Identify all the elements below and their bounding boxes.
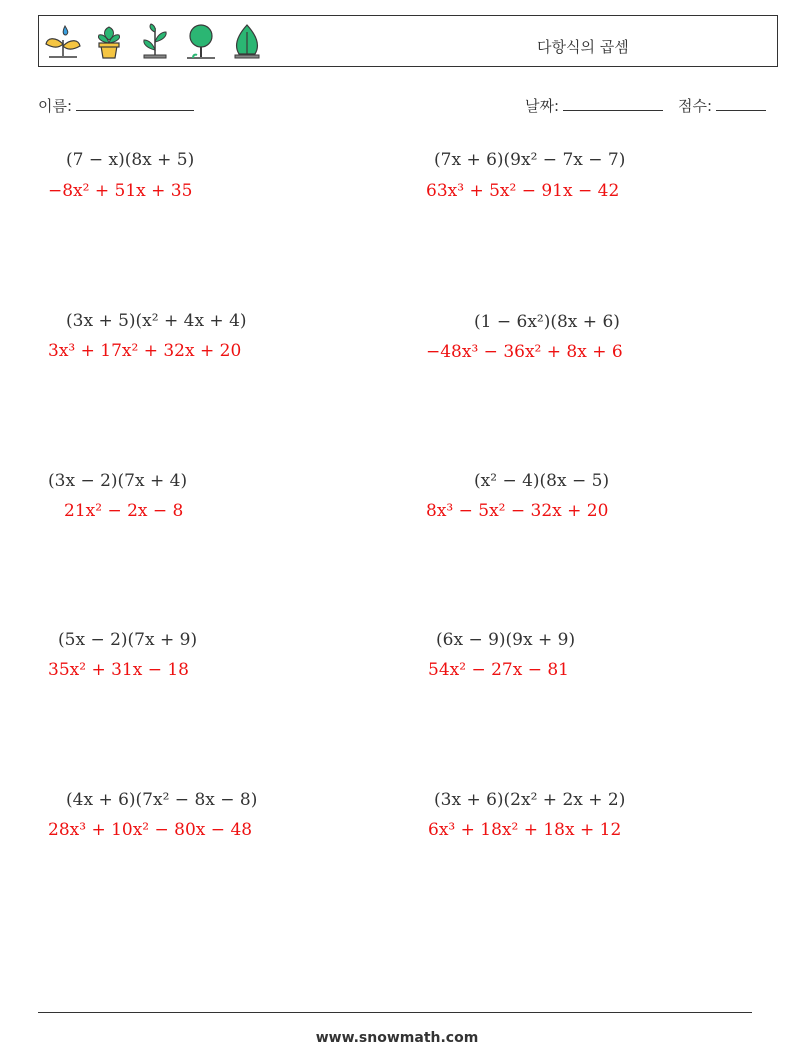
problem-7: (5x − 2)(7x + 9) bbox=[58, 630, 198, 650]
problem-9: (4x + 6)(7x² − 8x − 8) bbox=[66, 790, 258, 810]
round-tree-icon bbox=[181, 22, 221, 62]
problem-4: (1 − 6x²)(8x + 6) bbox=[474, 312, 620, 332]
problem-8: (6x − 9)(9x + 9) bbox=[436, 630, 576, 650]
answer-4: −48x³ − 36x² + 8x + 6 bbox=[426, 342, 623, 362]
name-blank[interactable] bbox=[76, 96, 194, 111]
worksheet-header bbox=[38, 15, 778, 67]
problem-6: (x² − 4)(8x − 5) bbox=[474, 471, 610, 491]
problem-1: (7 − x)(8x + 5) bbox=[66, 150, 195, 170]
date-blank[interactable] bbox=[563, 96, 663, 111]
footer-divider bbox=[38, 1012, 752, 1013]
score-field bbox=[678, 95, 766, 116]
answer-6: 8x³ − 5x² − 32x + 20 bbox=[426, 501, 609, 521]
problem-5: (3x − 2)(7x + 4) bbox=[48, 471, 188, 491]
name-label: 이름: bbox=[38, 97, 73, 115]
date-field bbox=[525, 95, 663, 116]
problem-3: (3x + 5)(x² + 4x + 4) bbox=[66, 311, 247, 331]
potted-plant-icon bbox=[89, 22, 129, 62]
problem-10: (3x + 6)(2x² + 2x + 2) bbox=[434, 790, 626, 810]
answer-3: 3x³ + 17x² + 32x + 20 bbox=[48, 341, 242, 361]
name-field bbox=[38, 95, 194, 116]
seedling-icon bbox=[135, 22, 175, 62]
footer-url[interactable]: www.snowmath.com bbox=[315, 1030, 479, 1046]
sprout-water-icon bbox=[43, 22, 83, 62]
score-blank[interactable] bbox=[716, 96, 766, 111]
leaf-tree-icon bbox=[227, 22, 267, 62]
plant-icons bbox=[43, 22, 267, 62]
problem-2: (7x + 6)(9x² − 7x − 7) bbox=[434, 150, 626, 170]
answer-9: 28x³ + 10x² − 80x − 48 bbox=[48, 820, 253, 840]
date-label: 날짜: bbox=[525, 97, 560, 115]
score-label: 점수: bbox=[678, 97, 713, 115]
answer-7: 35x² + 31x − 18 bbox=[48, 660, 189, 680]
answer-5: 21x² − 2x − 8 bbox=[64, 501, 184, 521]
answer-8: 54x² − 27x − 81 bbox=[428, 660, 569, 680]
worksheet-title: 다항식의 곱셈 bbox=[537, 38, 629, 56]
answer-2: 63x³ + 5x² − 91x − 42 bbox=[426, 181, 620, 201]
answer-10: 6x³ + 18x² + 18x + 12 bbox=[428, 820, 622, 840]
answer-1: −8x² + 51x + 35 bbox=[48, 181, 193, 201]
